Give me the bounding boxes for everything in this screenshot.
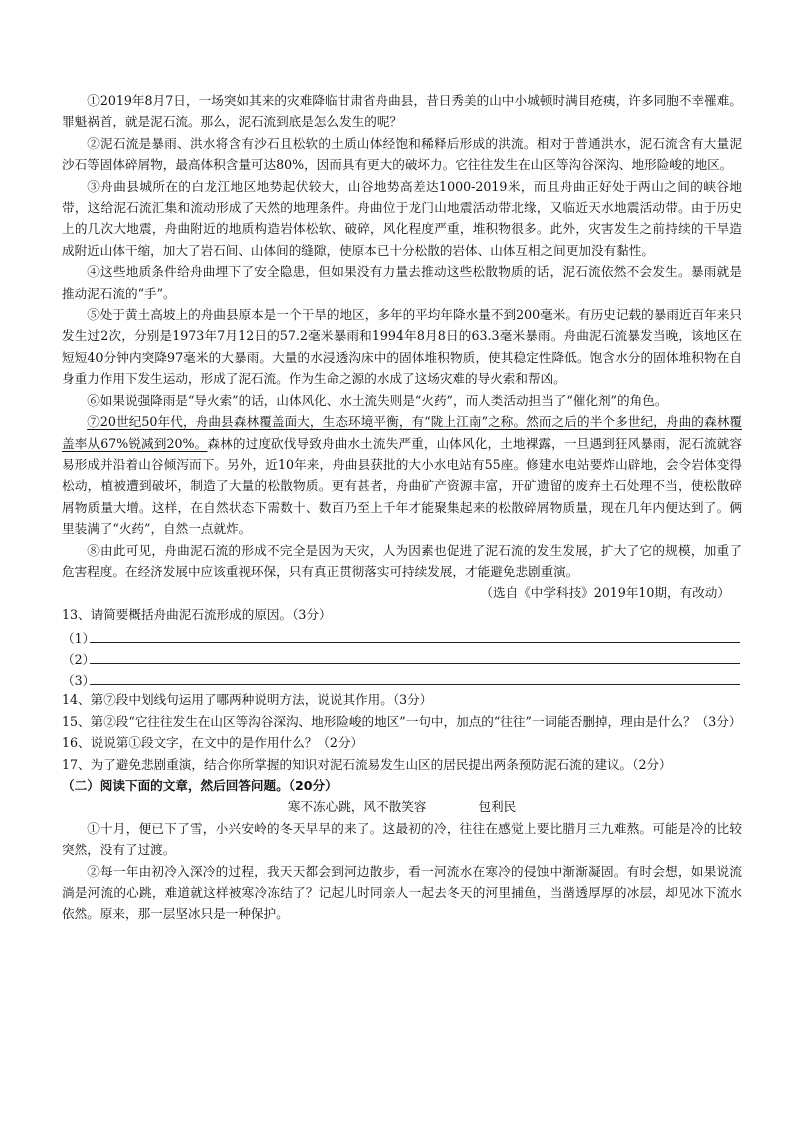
- paragraph-5: ⑤处于黄土高坡上的舟曲县原本是一个干旱的地区，多年的平均年降水量不到200毫米。有历史记载的暴雨近百年来只发生过2次，分别是1973年7月12日的57.2毫米暴雨和1994年8月8日的63.3毫米暴雨。舟曲泥石流暴发当晚，该地区在短短40分钟内突降97毫米的大暴雨。大量的水浸透沟床中的固体堆积物质，使其稳定性降低。饱含水分的固体堆积物在自身重力作用下发生运动，形成了泥石流。作为生命之源的水成了这场灾难的导火索和帮凶。: [62, 307, 742, 387]
- answer-blank: [90, 670, 740, 685]
- answer-number: （2）: [62, 651, 96, 667]
- article-paragraph-2: ②每一年由初冷入深冷的过程，我天天都会到河边散步，看一河流水在寒冷的侵蚀中渐渐凝固。有时会想，如果说流淌是河流的心跳，难道就这样被寒冷冻结了？记起儿时同亲人一起去冬天的河里捕鱼，当凿透厚厚的冰层，却见冰下流水依然。原来，那一层坚冰只是一种保护。: [62, 863, 742, 922]
- answer-number: （3）: [62, 673, 96, 689]
- paragraph-4: ④这些地质条件给舟曲埋下了安全隐患，但如果没有力量去推动这些松散物质的话，泥石流依然不会发生。暴雨就是推动泥石流的“手”。: [62, 264, 742, 301]
- answer-blank: [90, 628, 740, 643]
- paragraph-2: ②泥石流是暴雨、洪水将含有沙石且松软的土质山体经饱和稀释后形成的洪流。相对于普通洪水，泥石流含有大量泥沙石等固体碎屑物，最高体积含量可达80%，因而具有更大的破坏力。它往往发生在山区等沟谷深沟、地形险峻的地区。: [62, 135, 742, 173]
- paragraph-1: ①2019年8月7日，一场突如其来的灾难降临甘肃省舟曲县，昔日秀美的山中小城顿时满目疮痍，许多同胞不幸罹难。罪魁祸首，就是泥石流。那么，泥石流到底是怎么发生的呢？: [62, 93, 742, 130]
- question-13: 13、请简要概括舟曲泥石流形成的原因。（3分）: [62, 606, 332, 622]
- paragraph-7: [62, 411, 742, 539]
- underlined-sentence: ⑦20世纪50年代，舟曲县森林覆盖面大，生态环境平衡，有“陇上江南”之称。然而之后的半个多世纪，舟曲的森林覆盖率从67%锐减到20%。: [62, 414, 742, 451]
- answer-line-2[interactable]: [62, 647, 742, 668]
- document-page: [62, 90, 742, 925]
- article-author: 包利民: [478, 799, 517, 815]
- article-title-row: [62, 796, 742, 817]
- answer-number: （1）: [62, 630, 96, 646]
- article-title: 寒不冻心跳，风不散笑容: [287, 799, 427, 815]
- section-heading: （二）阅读下面的文章，然后回答问题。（20分）: [62, 777, 338, 793]
- paragraph-7-rest: 森林的过度砍伐导致舟曲水土流失严重，山体风化，土地裸露，一旦遇到狂风暴雨，泥石流就容易形成并沿着山谷倾泻而下。另外，近10年来，舟曲县获批的大小水电站有55座。修建水电站要炸山辟地，会令岩体变得松动，植被遭到破坏，制造了大量的松散物质。更有甚者，舟曲矿产资源丰富，开矿遗留的废弃土石处理不当，使松散碎屑物质量大增。这样，在自然状态下需数十、数百乃至上千年才能聚集起来的松散碎屑物质量，现在几年内便达到了。俩里装满了“火药”，自然一点就炸。: [62, 435, 743, 537]
- paragraph-6: ⑥如果说强降雨是“导火索”的话，山体风化、水土流失则是“火药”，而人类活动担当了“催化剂”的角色。: [87, 392, 668, 408]
- article-paragraph-1: ①十月，便已下了雪，小兴安岭的冬天早早的来了。这最初的冷，往往在感觉上要比腊月三九难熬。可能是冷的比较突然，没有了过渡。: [62, 820, 742, 858]
- paragraph-8: ⑧由此可见，舟曲泥石流的形成不完全是因为天灾，人为因素也促进了泥石流的发生发展，扩大了它的规模，加重了危害程度。在经济发展中应该重视环保，只有真正贯彻落实可持续发展，才能避免悲剧重演。: [62, 542, 742, 579]
- question-17: 17、为了避免悲剧重演，结合你所掌握的知识对泥石流易发生山区的居民提出两条预防泥石流的建议。（2分）: [62, 756, 672, 772]
- answer-blank: [90, 649, 740, 664]
- answer-line-3[interactable]: [62, 668, 742, 689]
- question-15: 15、第②段“它往往发生在山区等沟谷深沟、地形险峻的地区”一句中，加点的“往往”一词能否删掉，理由是什么？（3分）: [62, 713, 742, 729]
- question-14: 14、第⑦段中划线句运用了哪两种说明方法，说说其作用。（3分）: [62, 692, 433, 708]
- answer-line-1[interactable]: [62, 625, 742, 646]
- paragraph-3: ③舟曲县城所在的白龙江地区地势起伏较大，山谷地势高差达1000-2019米，而且舟曲正好处于两山之间的峡谷地带，这给泥石流汇集和流动形成了天然的地理条件。舟曲位于龙门山地震活动带北缘，又临近天水地震活动带。由于历史上的几次大地震，舟曲附近的地质构造岩体松软、破碎，风化程度严重，堆积物很多。此外，灾害发生之前持续的干旱造成附近山体干缩，加大了岩石间、山体间的缝隙，使原本已十分松散的岩体、山体互相之间更加没有黏性。: [62, 178, 742, 258]
- source-citation: （选自《中学科技》2019年10期，有改动）: [480, 585, 730, 601]
- question-16: 16、说说第①段文字，在文中的是作用什么？（2分）: [62, 735, 364, 751]
